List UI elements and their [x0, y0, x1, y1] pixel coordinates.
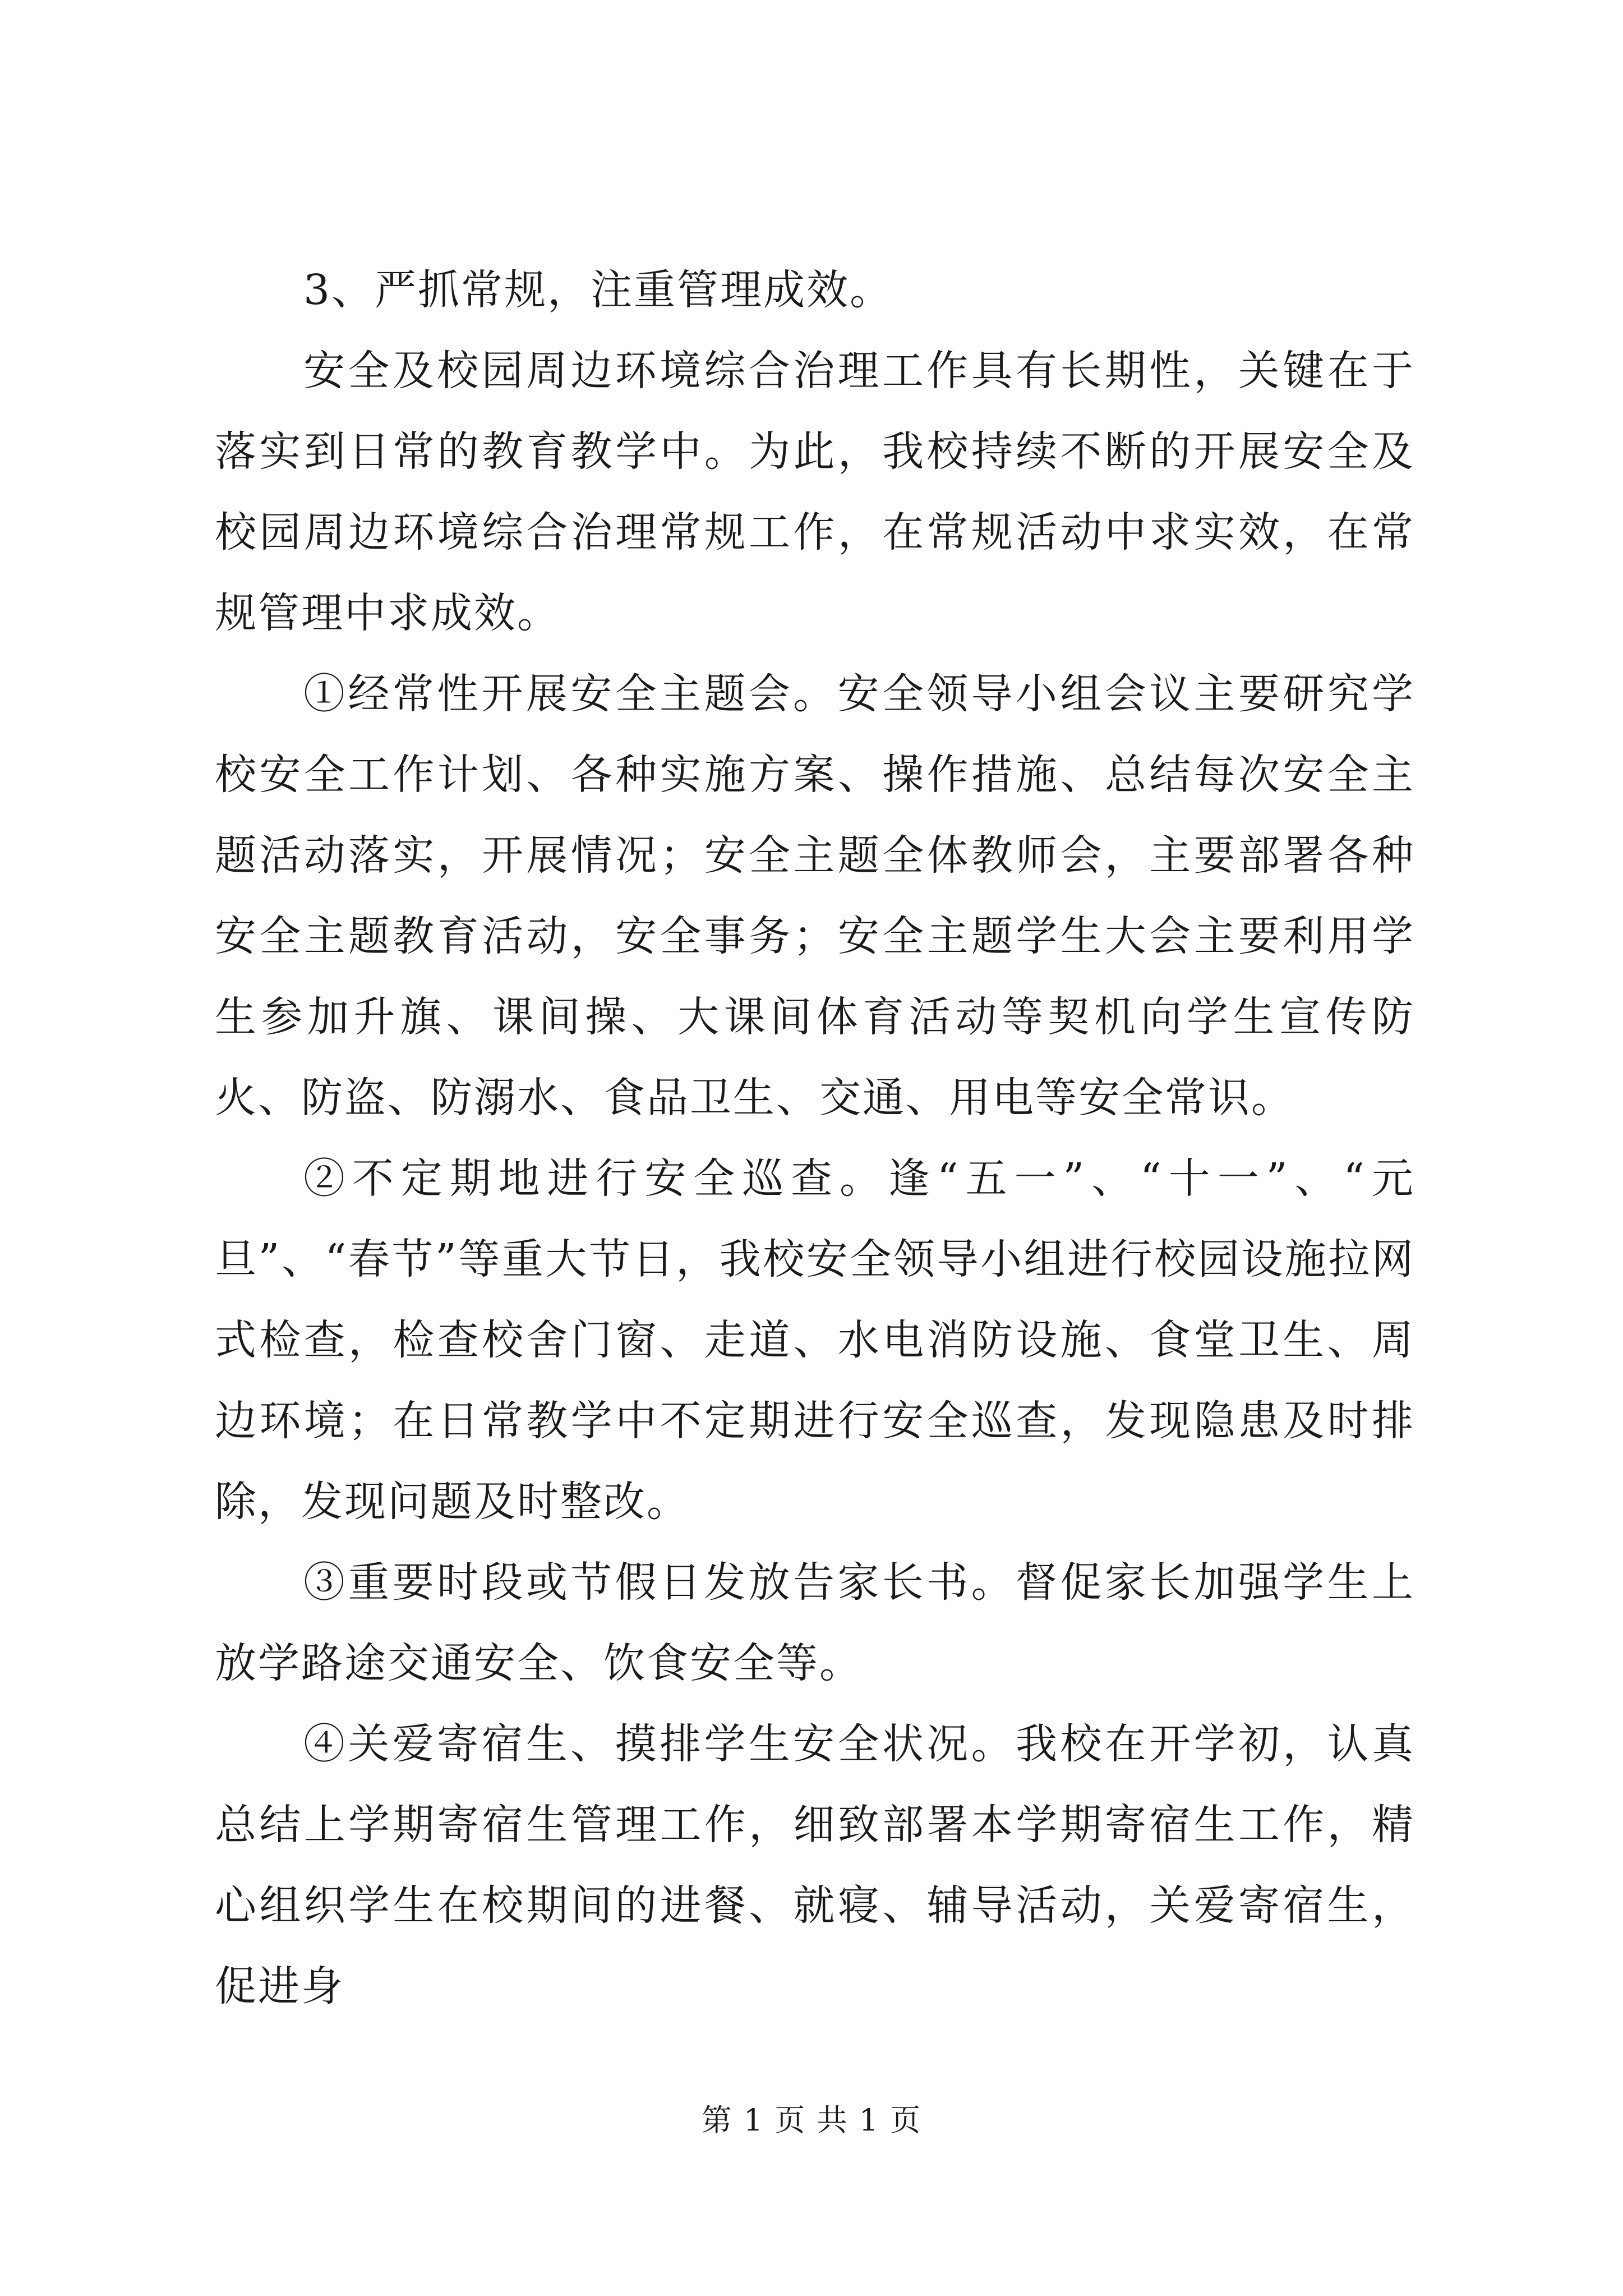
- document-body: [215, 250, 1415, 2027]
- paragraph-item-2: ②不定期地进行安全巡查。逢“五一”、“十一”、“元旦”、“春节”等重大节日，我校安全领导小组进行校园设施拉网式检查，检查校舍门窗、走道、水电消防设施、食堂卫生、周边环境；在日常教学中不定期进行安全巡查，发现隐患及时排除，发现问题及时整改。: [215, 1154, 1415, 1526]
- paragraph-item-3: ③重要时段或节假日发放告家长书。督促家长加强学生上放学路途交通安全、饮食安全等。: [215, 1558, 1415, 1687]
- paragraph-item-4: ④关爱寄宿生、摸排学生安全状况。我校在开学初，认真总结上学期寄宿生管理工作，细致部署本学期寄宿生工作，精心组织学生在校期间的进餐、就寝、辅导活动，关爱寄宿生，促进身: [215, 1720, 1415, 2010]
- paragraph-intro: 安全及校园周边环境综合治理工作具有长期性，关键在于落实到日常的教育教学中。为此，我校持续不断的开展安全及校园周边环境综合治理常规工作，在常规活动中求实效，在常规管理中求成效。: [215, 347, 1415, 637]
- page-footer: 第 1 页 共 1 页: [701, 2102, 922, 2138]
- paragraph-item-1: ①经常性开展安全主题会。安全领导小组会议主要研究学校安全工作计划、各种实施方案、操作措施、总结每次安全主题活动落实，开展情况；安全主题全体教师会，主要部署各种安全主题教育活动，安全事务；安全主题学生大会主要利用学生参加升旗、课间操、大课间体育活动等契机向学生宣传防火、防盗、防溺水、食品卫生、交通、用电等安全常识。: [215, 670, 1415, 1122]
- section-heading: 3、严抓常规，注重管理成效。: [303, 266, 893, 314]
